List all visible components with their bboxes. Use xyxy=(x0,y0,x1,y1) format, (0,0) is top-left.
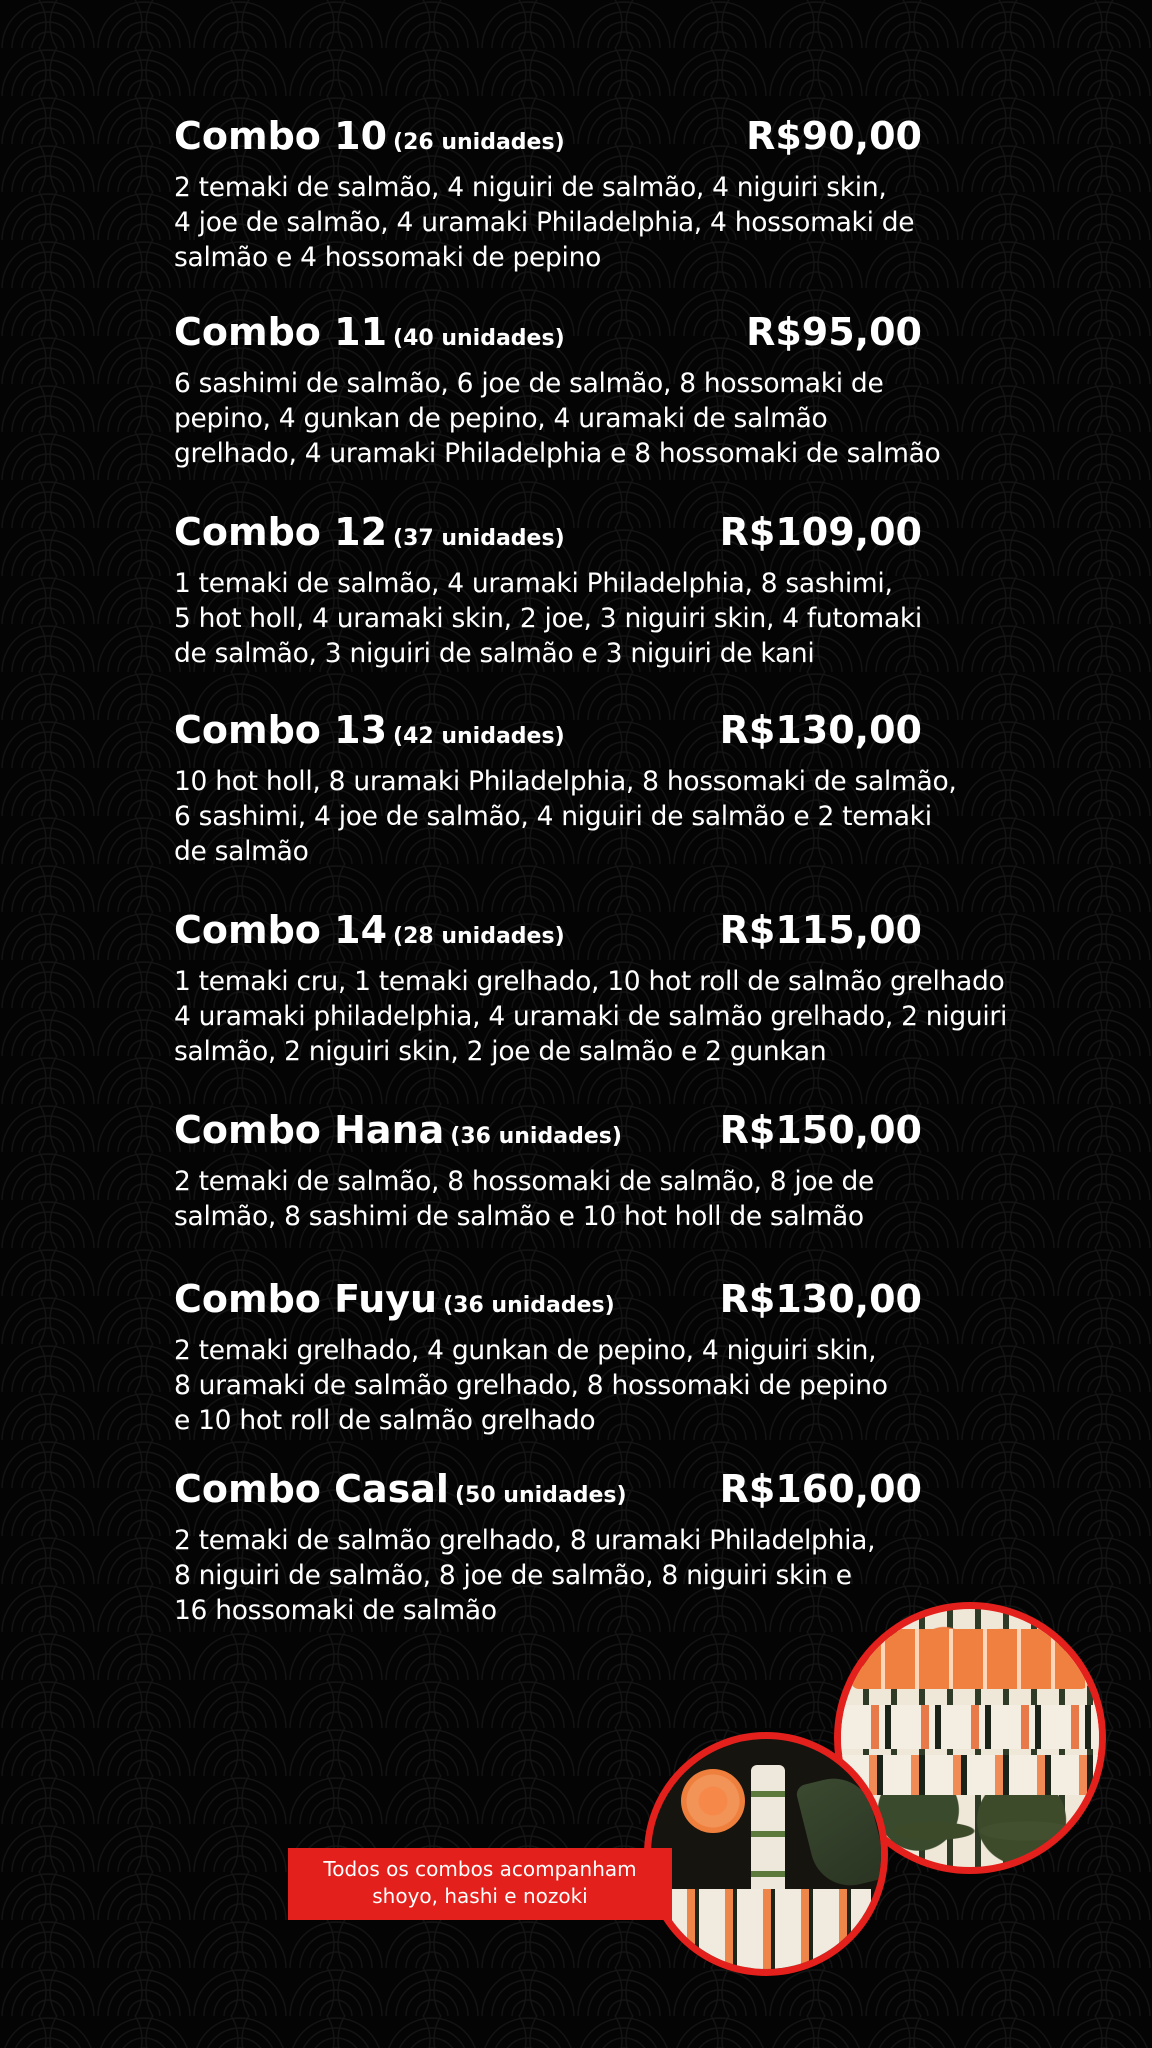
combo-item-hana xyxy=(174,1104,1054,1234)
combo-header xyxy=(174,306,1054,358)
salmon-rose xyxy=(681,1769,745,1833)
combo-name: Combo 10 xyxy=(174,114,388,158)
combo-header xyxy=(174,1104,1054,1156)
combo-units: (26 unidades) xyxy=(393,130,565,155)
combo-title xyxy=(174,506,565,565)
accompaniment-banner xyxy=(288,1848,672,1920)
temaki-group xyxy=(871,1799,1079,1863)
combo-units: (37 unidades) xyxy=(393,526,565,551)
combo-header xyxy=(174,506,1054,558)
combo-header xyxy=(174,110,1054,162)
combo-description: 6 sashimi de salmão, 6 joe de salmão, 8 hossomaki de pepino, 4 gunkan de pepino, 4 uramaki de salmão grelhado, 4 uramaki Philadelphia e 8 hossomaki de salmão xyxy=(174,368,941,469)
combo-item-11 xyxy=(174,306,1054,471)
combo-header xyxy=(174,1273,1054,1325)
combo-name: Combo 13 xyxy=(174,708,388,752)
combo-description: 2 temaki de salmão grelhado, 8 uramaki Philadelphia, 8 niguiri de salmão, 8 joe de salmão, 8 niguiri skin e 16 hossomaki de salmão xyxy=(174,1525,876,1626)
combo-header xyxy=(174,904,1054,956)
banner-line-1: Todos os combos acompanham xyxy=(323,1857,637,1881)
combo-description: 2 temaki de salmão, 8 hossomaki de salmão, 8 joe de salmão, 8 sashimi de salmão e 10 hot holl de salmão xyxy=(174,1166,875,1232)
combo-name: Combo 12 xyxy=(174,510,388,554)
combo-item-12 xyxy=(174,506,1054,671)
combo-price: R$90,00 xyxy=(746,114,922,158)
combo-item-13 xyxy=(174,704,1054,869)
combo-units: (40 unidades) xyxy=(393,326,565,351)
combo-item-14 xyxy=(174,904,1054,1069)
combo-name: Combo 11 xyxy=(174,310,388,354)
combo-item-10 xyxy=(174,110,1054,275)
combo-header xyxy=(174,1463,1054,1515)
combo-name: Combo Fuyu xyxy=(174,1277,438,1321)
combo-price: R$130,00 xyxy=(719,1277,922,1321)
combo-title xyxy=(174,1104,622,1163)
combo-header xyxy=(174,704,1054,756)
combo-description: 2 temaki de salmão, 4 niguiri de salmão, 4 niguiri skin, 4 joe de salmão, 4 uramaki Philadelphia, 4 hossomaki de salmão e 4 hossomaki de pepino xyxy=(174,172,915,273)
uramaki-row xyxy=(661,1889,871,1969)
combo-description: 1 temaki de salmão, 4 uramaki Philadelphia, 8 sashimi, 5 hot holl, 4 uramaki skin, 2 joe, 3 niguiri skin, 4 futomaki de salmão, 3 niguiri de salmão e 3 niguiri de kani xyxy=(174,568,922,669)
sashimi-row xyxy=(851,1629,1089,1689)
sushi-platter-photo-small xyxy=(644,1732,888,1976)
combo-price: R$150,00 xyxy=(719,1108,922,1152)
combo-price: R$160,00 xyxy=(719,1467,922,1511)
combo-name: Combo Casal xyxy=(174,1467,449,1511)
combo-name: Combo 14 xyxy=(174,908,388,952)
combo-name: Combo Hana xyxy=(174,1108,445,1152)
combo-title xyxy=(174,1273,615,1332)
combo-units: (42 unidades) xyxy=(393,724,565,749)
combo-description: 2 temaki grelhado, 4 gunkan de pepino, 4 niguiri skin, 8 uramaki de salmão grelhado, 8 hossomaki de pepino e 10 hot roll de salmão grelhado xyxy=(174,1335,888,1436)
combo-title xyxy=(174,1463,627,1522)
combo-item-fuyu xyxy=(174,1273,1054,1438)
combo-title xyxy=(174,904,565,963)
combo-description: 1 temaki cru, 1 temaki grelhado, 10 hot roll de salmão grelhado 4 uramaki philadelphia, 4 uramaki de salmão grelhado, 2 niguiri salmão, 2 niguiri skin, 2 joe de salmão e 2 gunkan xyxy=(174,966,1008,1067)
combo-title xyxy=(174,704,565,763)
combo-description: 10 hot holl, 8 uramaki Philadelphia, 8 hossomaki de salmão, 6 sashimi, 4 joe de salmão, 4 niguiri de salmão e 2 temaki de salmão xyxy=(174,766,957,867)
combo-title xyxy=(174,306,565,365)
combo-price: R$115,00 xyxy=(719,908,922,952)
combo-item-casal xyxy=(174,1463,1054,1628)
combo-price: R$109,00 xyxy=(719,510,922,554)
combo-title xyxy=(174,110,565,169)
combo-price: R$130,00 xyxy=(719,708,922,752)
hossomaki-row xyxy=(841,1755,1099,1795)
combo-units: (36 unidades) xyxy=(450,1124,622,1149)
combo-price: R$95,00 xyxy=(746,310,922,354)
banner-line-2: shoyo, hashi e nozoki xyxy=(372,1884,588,1908)
uramaki-row xyxy=(841,1705,1099,1749)
combo-units: (50 unidades) xyxy=(454,1483,627,1508)
combo-units: (28 unidades) xyxy=(393,924,565,949)
combo-units: (36 unidades) xyxy=(443,1293,615,1318)
